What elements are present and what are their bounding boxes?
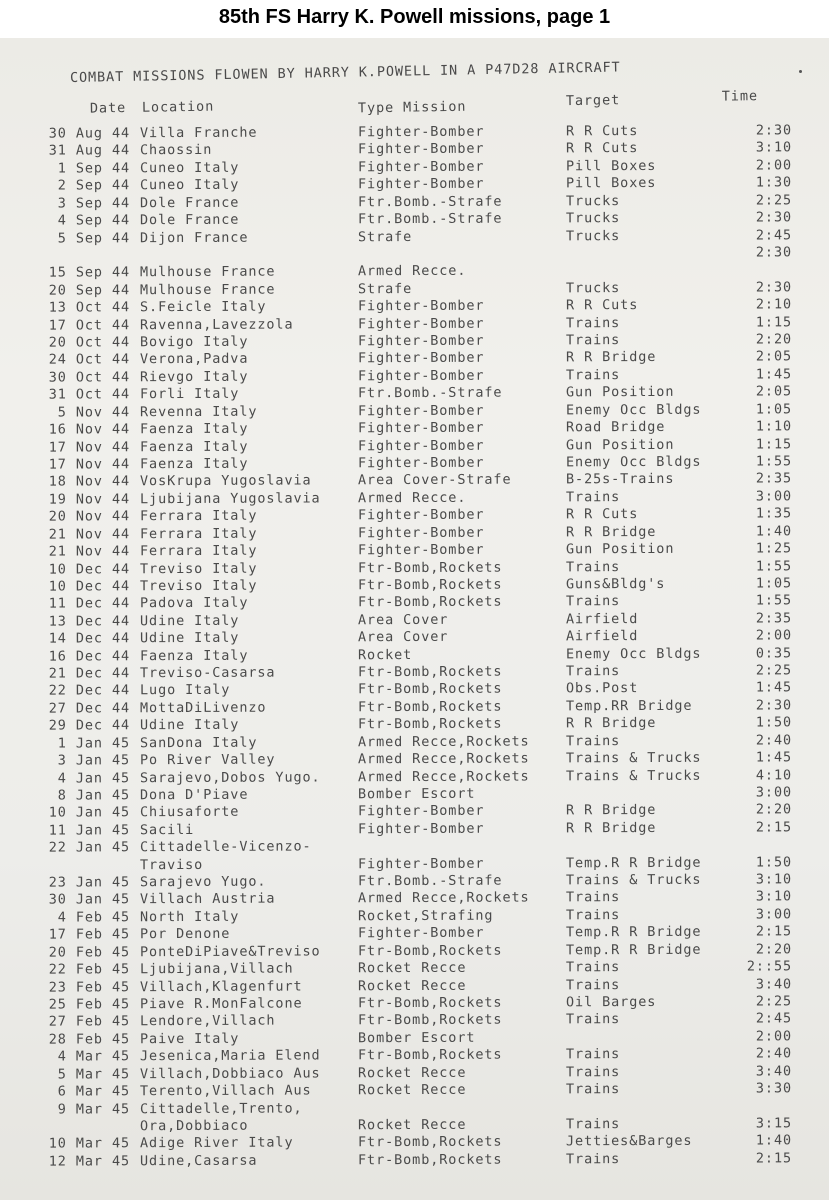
- mission-location: North Italy: [139, 908, 240, 926]
- mission-date: 21 Nov 44: [48, 543, 131, 560]
- mission-target: Trains: [565, 332, 621, 349]
- mission-date: 3 Jan 45: [57, 752, 131, 769]
- mission-type: Fighter-Bomber: [357, 158, 485, 176]
- mission-date: 5 Sep 44: [57, 229, 131, 247]
- mission-time: 1:05: [755, 401, 793, 418]
- mission-target: Enemy Occ Bldgs: [565, 401, 702, 419]
- mission-date: 20 Sep 44: [48, 282, 131, 299]
- mission-location: Rievgo Italy: [139, 368, 249, 386]
- mission-location: MottaDiLivenzo: [139, 699, 267, 717]
- mission-target: R R Cuts: [565, 123, 639, 140]
- header-target: Target: [565, 92, 621, 110]
- mission-type: Fighter-Bomber: [357, 820, 485, 838]
- mission-date: 28 Feb 45: [48, 1031, 131, 1048]
- mission-date: 19 Nov 44: [48, 491, 131, 508]
- mission-location: Bovigo Italy: [139, 333, 249, 351]
- mission-target: R R Bridge: [565, 802, 657, 819]
- mission-location: Ferrara Italy: [139, 507, 258, 525]
- mission-type: Fighter-Bomber: [357, 506, 485, 524]
- mission-type: Rocket,Strafing: [357, 907, 494, 925]
- mission-date: [14, 247, 130, 248]
- mission-time: 2:35: [755, 610, 793, 627]
- mission-time: 1:45: [755, 749, 793, 766]
- mission-time: 2:15: [755, 819, 793, 836]
- mission-target: Trains & Trucks: [565, 767, 702, 784]
- mission-location: Lendore,Villach: [139, 1013, 276, 1030]
- mission-time: 3:40: [755, 1063, 793, 1080]
- mission-target: Gun Position: [565, 384, 675, 401]
- mission-target: Trains: [565, 1011, 621, 1028]
- mission-location: Forli Italy: [139, 386, 240, 403]
- mission-target: R R Bridge: [565, 349, 657, 366]
- mission-time: 2:30: [755, 697, 793, 714]
- mission-location: Paive Italy: [139, 1030, 240, 1048]
- mission-target: R R Bridge: [565, 523, 657, 540]
- mission-time: 3:10: [755, 888, 793, 905]
- mission-target: Trucks: [565, 227, 621, 244]
- mission-type: Fighter-Bomber: [357, 297, 485, 315]
- mission-target: Trains & Trucks: [565, 749, 702, 767]
- mission-time: 1:30: [755, 174, 793, 191]
- mission-date: 15 Sep 44: [48, 264, 131, 281]
- mission-type: Fighter-Bomber: [357, 402, 485, 419]
- mission-target: R R Cuts: [565, 506, 639, 523]
- mission-target: Trains: [565, 906, 621, 924]
- mission-location: Faenza Italy: [139, 455, 249, 473]
- mission-location: Revenna Italy: [139, 403, 258, 420]
- mission-time: 2:25: [755, 192, 793, 209]
- header-date: Date: [89, 100, 127, 117]
- mission-time: 2:45: [755, 226, 793, 244]
- mission-location: Ora,Dobbiaco: [139, 1117, 249, 1135]
- mission-type: Fighter-Bomber: [357, 367, 485, 385]
- mission-target: Trains: [565, 558, 621, 575]
- mission-date: 20 Nov 44: [48, 508, 131, 525]
- mission-location: Udine Italy: [139, 612, 240, 629]
- mission-target: Gun Position: [565, 436, 675, 453]
- mission-time: 3:00: [755, 488, 793, 505]
- mission-target: Trains & Trucks: [565, 871, 702, 889]
- mission-time: 2:15: [755, 1150, 793, 1167]
- mission-target: Trains: [565, 1150, 621, 1168]
- mission-type: Armed Recce,Rockets: [357, 750, 530, 768]
- mission-date: 24 Oct 44: [48, 351, 131, 369]
- mission-date: 13 Oct 44: [48, 299, 131, 316]
- mission-location: Ljubijana Yugoslavia: [139, 490, 321, 508]
- mission-location: Mulhouse France: [139, 263, 276, 281]
- mission-date: 13 Dec 44: [48, 612, 131, 630]
- mission-target: Pill Boxes: [565, 175, 657, 192]
- mission-type: Ftr-Bomb,Rockets: [357, 593, 503, 611]
- mission-date: 23 Jan 45: [48, 874, 131, 891]
- mission-date: 11 Dec 44: [48, 595, 131, 612]
- mission-time: 3:15: [755, 1115, 793, 1132]
- mission-type: Area Cover: [357, 611, 449, 628]
- mission-date: 1 Jan 45: [57, 734, 131, 752]
- mission-date: 27 Feb 45: [48, 1013, 131, 1031]
- mission-target: B-25s-Trains: [565, 471, 675, 488]
- mission-type: Ftr-Bomb,Rockets: [357, 681, 503, 698]
- mission-target: Trains: [565, 488, 621, 506]
- mission-date: 17 Nov 44: [48, 456, 131, 473]
- mission-location: Chaossin: [139, 142, 213, 159]
- mission-type: Ftr-Bomb,Rockets: [357, 663, 503, 681]
- mission-time: 2:20: [755, 801, 793, 818]
- mission-target: Pill Boxes: [565, 157, 657, 175]
- mission-time: 2:20: [755, 941, 793, 958]
- mission-date: 10 Jan 45: [48, 804, 131, 821]
- mission-location: Verona,Padva: [139, 351, 249, 368]
- mission-location: Terento,Villach Aus: [139, 1082, 312, 1100]
- mission-time: 2:40: [755, 732, 793, 749]
- mission-type: Ftr-Bomb,Rockets: [357, 994, 503, 1012]
- mission-date: 30 Aug 44: [48, 125, 131, 142]
- mission-type: Fighter-Bomber: [357, 855, 485, 872]
- mission-date: 23 Feb 45: [48, 978, 131, 996]
- mission-time: 1:15: [755, 435, 793, 453]
- mission-type: Fighter-Bomber: [357, 141, 485, 158]
- mission-date: 12 Mar 45: [48, 1153, 131, 1170]
- table-row: [0, 1150, 829, 1172]
- header-time: Time: [721, 88, 759, 105]
- mission-location: Dole France: [139, 211, 240, 229]
- mission-target: Enemy Occ Bldgs: [565, 453, 702, 471]
- mission-time: 1:55: [755, 453, 793, 470]
- mission-target: Trains: [565, 1046, 621, 1063]
- mission-date: 11 Jan 45: [48, 822, 131, 839]
- mission-date: 10 Mar 45: [48, 1135, 131, 1152]
- mission-date: 2 Sep 44: [57, 177, 131, 194]
- mission-target: Trains: [565, 314, 621, 331]
- mission-target: R R Bridge: [565, 715, 657, 732]
- mission-location: Dona D'Piave: [139, 786, 249, 804]
- mission-location: Villa Franche: [139, 124, 258, 142]
- mission-time: 2:00: [755, 627, 793, 644]
- mission-location: Villach,Dobbiaco Aus: [139, 1065, 321, 1082]
- mission-type: Bomber Escort: [357, 785, 476, 803]
- mission-time: 1:50: [755, 853, 793, 871]
- header-location: Location: [141, 98, 215, 116]
- mission-type: Fighter-Bomber: [357, 925, 485, 942]
- mission-target: Trucks: [565, 192, 621, 210]
- header-type-mission: Type Mission: [357, 98, 467, 117]
- mission-time: 2:30: [755, 244, 793, 261]
- mission-location: Padova Italy: [139, 595, 249, 612]
- mission-location: Udine Italy: [139, 629, 240, 647]
- mission-target: Trains: [565, 1063, 621, 1081]
- mission-target: Trains: [565, 889, 621, 906]
- mission-target: Gun Position: [565, 540, 675, 558]
- mission-date: 21 Nov 44: [48, 525, 131, 543]
- mission-location: Sarajevo,Dobos Yugo.: [139, 768, 321, 786]
- mission-type: Ftr-Bomb,Rockets: [357, 559, 503, 576]
- mission-location: SanDona Italy: [139, 734, 258, 751]
- document-heading: COMBAT MISSIONS FLOWEN BY HARRY K.POWELL IN A P47D28 AIRCRAFT: [69, 59, 621, 86]
- mission-location: PonteDiPiave&Treviso: [139, 943, 321, 960]
- mission-time: 4:10: [755, 766, 793, 784]
- mission-date: 22 Jan 45: [48, 839, 131, 856]
- mission-date: 22 Feb 45: [48, 961, 131, 978]
- mission-target: Enemy Occ Bldgs: [565, 645, 702, 662]
- mission-date: [14, 1118, 130, 1119]
- mission-location: Faenza Italy: [139, 647, 249, 664]
- page-title: 85th FS Harry K. Powell missions, page 1: [218, 6, 611, 28]
- mission-type: Bomber Escort: [357, 1029, 476, 1047]
- mission-location: VosKrupa Yugoslavia: [139, 472, 312, 490]
- mission-location: Por Denone: [139, 926, 231, 943]
- mission-time: 2:45: [755, 1010, 793, 1027]
- mission-target: Airfield: [565, 628, 639, 645]
- mission-target: Trains: [565, 732, 621, 750]
- mission-type: Fighter-Bomber: [357, 803, 485, 820]
- mission-location: Chiusaforte: [139, 804, 240, 821]
- mission-time: 2:00: [755, 157, 793, 174]
- mission-type: Fighter-Bomber: [357, 123, 485, 141]
- margin-dot: [799, 70, 802, 73]
- mission-target: Obs.Post: [565, 680, 639, 697]
- mission-type: Armed Recce.: [357, 489, 467, 507]
- mission-date: 22 Dec 44: [48, 682, 131, 700]
- mission-target: R R Cuts: [565, 297, 639, 314]
- mission-date: 10 Dec 44: [48, 560, 131, 578]
- mission-target: Trains: [565, 366, 621, 384]
- mission-target: Temp.R R Bridge: [565, 924, 702, 941]
- mission-target: Airfield: [565, 610, 639, 628]
- mission-type: Ftr.Bomb.-Strafe: [357, 193, 503, 210]
- mission-date: 4 Mar 45: [57, 1048, 131, 1065]
- mission-target: Trains: [565, 959, 621, 976]
- mission-date: 16 Nov 44: [48, 421, 131, 438]
- mission-target: Trains: [565, 1081, 621, 1098]
- mission-target: Trains: [565, 593, 621, 610]
- mission-time: 2:10: [755, 296, 793, 313]
- mission-type: Rocket Recce: [357, 1116, 467, 1134]
- mission-type: Ftr-Bomb,Rockets: [357, 576, 503, 594]
- mission-date: 10 Dec 44: [48, 578, 131, 595]
- mission-time: 1:55: [755, 592, 793, 609]
- mission-type: Armed Recce,Rockets: [357, 768, 530, 785]
- mission-date: 16 Dec 44: [48, 647, 131, 665]
- mission-target: Temp.R R Bridge: [565, 854, 702, 871]
- mission-date: 31 Aug 44: [48, 142, 131, 160]
- mission-time: 1:40: [755, 1132, 793, 1149]
- mission-date: 14 Dec 44: [48, 630, 131, 647]
- title-bar: [0, 0, 829, 38]
- mission-location: Villach Austria: [139, 891, 276, 908]
- mission-time: 2:25: [755, 993, 793, 1010]
- mission-date: 4 Sep 44: [57, 212, 131, 229]
- mission-location: Villach,Klagenfurt: [139, 978, 303, 995]
- mission-location: Cittadelle-Vicenzo-: [139, 838, 312, 856]
- mission-time: 2:35: [755, 470, 793, 487]
- mission-location: Treviso Italy: [139, 577, 258, 595]
- mission-type: Ftr-Bomb,Rockets: [357, 715, 503, 733]
- mission-type: Fighter-Bomber: [357, 541, 485, 559]
- mission-time: 2::55: [746, 958, 793, 975]
- mission-time: 1:55: [755, 557, 793, 575]
- mission-time: 3:30: [755, 1080, 793, 1097]
- mission-location: Udine Italy: [139, 717, 240, 734]
- mission-location: Cuneo Italy: [139, 159, 240, 177]
- mission-type: Area Cover-Strafe: [357, 471, 512, 489]
- mission-type: Rocket: [357, 646, 413, 663]
- mission-target: Trains: [565, 663, 621, 680]
- mission-location: Jesenica,Maria Elend: [139, 1047, 321, 1065]
- mission-target: Trucks: [565, 279, 621, 297]
- mission-time: 3:00: [755, 784, 793, 801]
- mission-type: Armed Recce,Rockets: [357, 733, 530, 750]
- mission-target: Trains: [565, 976, 621, 993]
- mission-time: 3:00: [755, 906, 793, 923]
- mission-time: 2:40: [755, 1045, 793, 1062]
- mission-time: 1:45: [755, 679, 793, 696]
- mission-time: 1:50: [755, 714, 793, 731]
- mission-type: Ftr-Bomb,Rockets: [357, 1133, 503, 1151]
- mission-target: Road Bridge: [565, 419, 666, 436]
- mission-time: 1:45: [755, 366, 793, 383]
- mission-date: 4 Jan 45: [57, 769, 131, 787]
- mission-date: 30 Oct 44: [48, 369, 131, 386]
- mission-type: Ftr.Bomb.-Strafe: [357, 384, 503, 402]
- mission-location: Dole France: [139, 194, 240, 211]
- mission-location: S.Feicle Italy: [139, 298, 267, 316]
- mission-type: Ftr.Bomb.-Strafe: [357, 210, 503, 228]
- mission-time: 1:15: [755, 313, 793, 331]
- mission-date: 3 Sep 44: [57, 194, 131, 212]
- mission-type: Armed Recce.: [357, 263, 467, 280]
- mission-type: Ftr-Bomb,Rockets: [357, 1012, 503, 1029]
- mission-location: Adige River Italy: [139, 1134, 294, 1152]
- mission-target: R R Cuts: [565, 140, 639, 157]
- mission-type: Ftr-Bomb,Rockets: [357, 1046, 503, 1064]
- mission-target: Jetties&Barges: [565, 1133, 693, 1150]
- mission-date: 21 Dec 44: [48, 665, 131, 682]
- mission-date: 20 Oct 44: [48, 334, 131, 351]
- mission-type: Rocket Recce: [357, 959, 467, 977]
- mission-date: [14, 857, 130, 858]
- mission-time: 1:10: [755, 418, 793, 435]
- mission-date: 5 Mar 45: [57, 1065, 131, 1083]
- mission-type: Fighter-Bomber: [357, 437, 485, 454]
- mission-location: Faenza Italy: [139, 420, 249, 438]
- mission-type: Fighter-Bomber: [357, 454, 485, 472]
- mission-type: Rocket Recce: [357, 977, 467, 994]
- mission-date: 17 Oct 44: [48, 316, 131, 334]
- mission-type: Fighter-Bomber: [357, 315, 485, 332]
- mission-location: Cittadelle,Trento,: [139, 1100, 303, 1117]
- mission-date: 30 Jan 45: [48, 891, 131, 909]
- mission-type: Fighter-Bomber: [357, 524, 485, 541]
- mission-type: Strafe: [357, 280, 413, 298]
- mission-location: Lugo Italy: [139, 682, 231, 699]
- mission-location: Mulhouse France: [139, 281, 276, 298]
- mission-time: 2:05: [755, 383, 793, 400]
- mission-type: Strafe: [357, 228, 413, 245]
- mission-date: 4 Feb 45: [57, 909, 131, 926]
- mission-time: 2:00: [755, 1028, 793, 1045]
- mission-time: 2:30: [755, 122, 793, 139]
- mission-time: 2:15: [755, 923, 793, 940]
- mission-location: Po River Valley: [139, 751, 276, 769]
- mission-time: 2:25: [755, 662, 793, 679]
- mission-location: Dijon France: [139, 229, 249, 246]
- mission-type: Rocket Recce: [357, 1081, 467, 1099]
- mission-time: 0:35: [755, 644, 793, 662]
- mission-type: Fighter-Bomber: [357, 419, 485, 437]
- mission-target: Temp.R R Bridge: [565, 941, 702, 959]
- mission-target: R R Bridge: [565, 819, 657, 837]
- mission-date: 9 Mar 45: [57, 1100, 131, 1118]
- mission-date: 1 Sep 44: [57, 160, 131, 177]
- mission-date: 29 Dec 44: [48, 717, 131, 734]
- mission-date: 17 Feb 45: [48, 926, 131, 943]
- mission-date: 18 Nov 44: [48, 473, 131, 490]
- mission-time: 3:10: [755, 871, 793, 888]
- mission-location: Treviso Italy: [139, 560, 258, 577]
- mission-target: Guns&Bldg's: [565, 575, 666, 593]
- mission-type: Rocket Recce: [357, 1064, 467, 1081]
- mission-date: 5 Nov 44: [57, 403, 131, 421]
- mission-time: 2:30: [755, 209, 793, 226]
- mission-location: Sarajevo Yugo.: [139, 873, 267, 891]
- mission-type: Ftr-Bomb,Rockets: [357, 1151, 503, 1169]
- mission-type: Armed Recce,Rockets: [357, 889, 530, 907]
- mission-target: Trains: [565, 1116, 621, 1133]
- mission-target: Oil Barges: [565, 993, 657, 1011]
- mission-type: Fighter-Bomber: [357, 175, 485, 193]
- mission-target: Trucks: [565, 210, 621, 227]
- mission-location: Cuneo Italy: [139, 177, 240, 194]
- mission-time: 1:25: [755, 540, 793, 557]
- mission-time: 2:20: [755, 331, 793, 348]
- mission-type: Ftr-Bomb,Rockets: [357, 942, 503, 959]
- mission-target: Temp.RR Bridge: [565, 697, 693, 715]
- mission-date: 31 Oct 44: [48, 386, 131, 403]
- mission-time: 3:40: [755, 975, 793, 993]
- mission-location: Ravenna,Lavezzola: [139, 316, 294, 333]
- mission-date: 27 Dec 44: [48, 700, 131, 717]
- mission-date: 25 Feb 45: [48, 996, 131, 1013]
- mission-time: 3:10: [755, 139, 793, 156]
- mission-type: Area Cover: [357, 629, 449, 646]
- mission-time: 1:35: [755, 505, 793, 522]
- mission-time: 2:05: [755, 348, 793, 365]
- mission-location: Treviso-Casarsa: [139, 664, 276, 682]
- mission-location: Ferrara Italy: [139, 525, 258, 542]
- mission-type: Ftr.Bomb.-Strafe: [357, 872, 503, 890]
- mission-location: Faenza Italy: [139, 438, 249, 455]
- mission-time: 1:40: [755, 523, 793, 540]
- mission-location: Ljubijana,Villach: [139, 960, 294, 978]
- mission-type: Fighter-Bomber: [357, 350, 485, 367]
- mission-date: 17 Nov 44: [48, 438, 131, 456]
- mission-date: 6 Mar 45: [57, 1083, 131, 1100]
- mission-time: 1:05: [755, 575, 793, 592]
- mission-location: Traviso: [139, 856, 204, 873]
- mission-type: Fighter-Bomber: [357, 332, 485, 350]
- mission-date: 20 Feb 45: [48, 943, 131, 961]
- mission-type: Ftr-Bomb,Rockets: [357, 698, 503, 716]
- mission-location: Udine,Casarsa: [139, 1152, 258, 1169]
- mission-location: Ferrara Italy: [139, 542, 258, 560]
- mission-location: Piave R.MonFalcone: [139, 995, 303, 1013]
- mission-location: Sacili: [139, 821, 195, 838]
- mission-time: 2:30: [755, 279, 793, 296]
- mission-date: 8 Jan 45: [57, 787, 131, 804]
